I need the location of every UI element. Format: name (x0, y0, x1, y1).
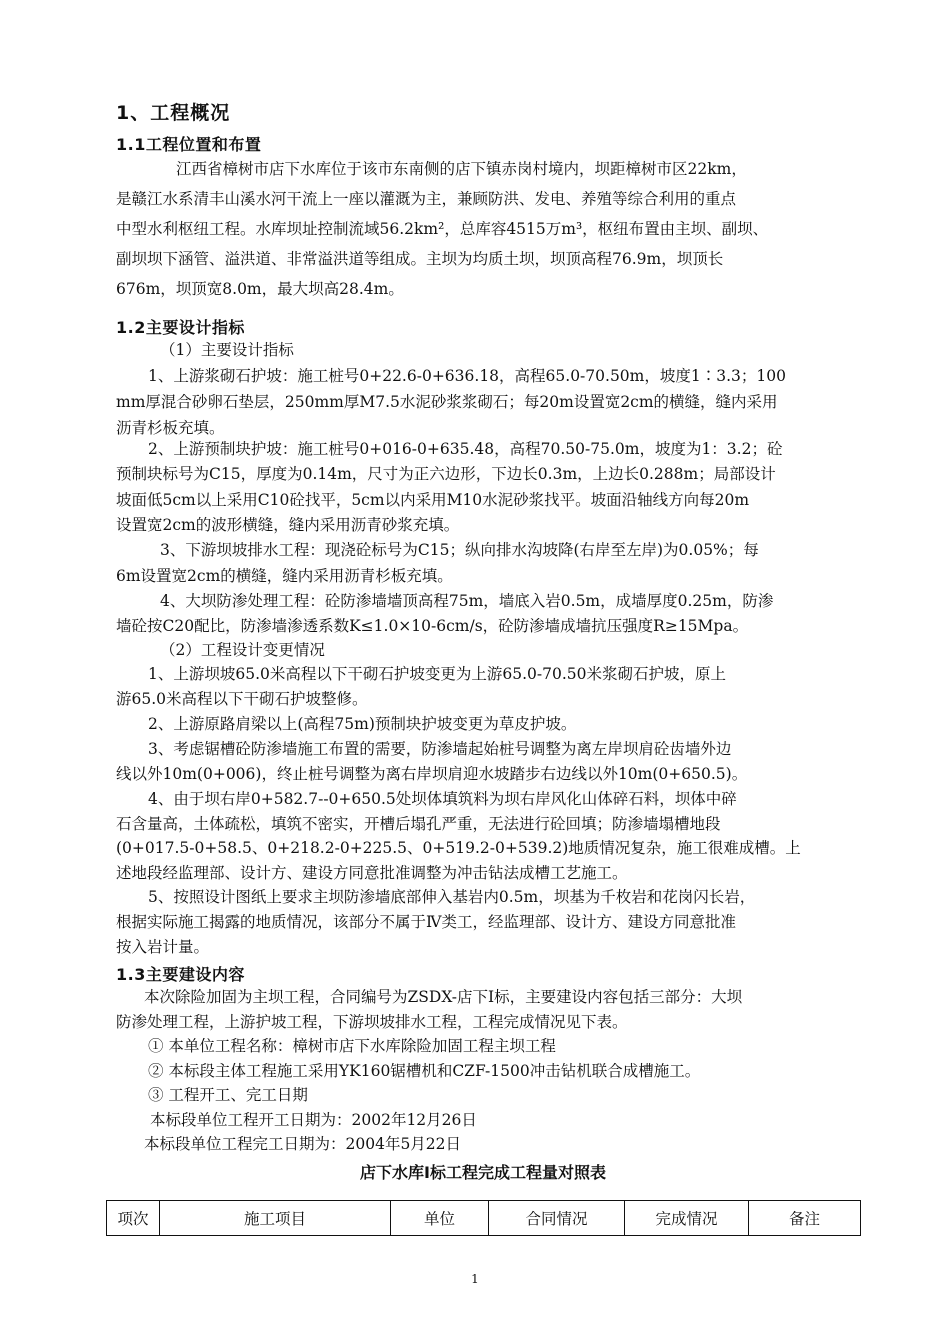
text-line: 设置宽2cm的波形横缝，缝内采用沥青砂浆充填。 (116, 516, 460, 534)
text-line: 墙砼按C20配比，防渗墙渗透系数K≤1.0×10-6cm/s，砼防渗墙成墙抗压强度R≥15Mpa。 (116, 617, 749, 635)
col-header-unit: 单位 (391, 1201, 489, 1236)
subsection-heading-1-1: 1.1工程位置和布置 (116, 135, 262, 154)
subsection-heading-1-3: 1.3主要建设内容 (116, 965, 245, 984)
text-line: 2、上游预制块护坡：施工桩号0+016-0+635.48，高程70.50-75.0m，坡度为1：3.2；砼 (148, 440, 783, 458)
col-header-completion: 完成情况 (625, 1201, 749, 1236)
text-line: (0+017.5-0+58.5、0+218.2-0+225.5、0+519.2-0+539.2)地质情况复杂，施工很难成槽。上 (116, 839, 801, 857)
text-line: 中型水利枢纽工程。水库坝址控制流域56.2km²，总库容4515万m³，枢纽布置由主坝、副坝、 (116, 220, 769, 238)
text-line: mm厚混合砂卵石垫层，250mm厚M7.5水泥砂浆浆砌石；每20m设置宽2cm的横缝，缝内采用 (116, 393, 778, 411)
col-header-construction-item: 施工项目 (160, 1201, 391, 1236)
text-line: 本标段单位工程开工日期为：2002年12月26日 (150, 1111, 477, 1129)
col-header-item-no: 项次 (107, 1201, 160, 1236)
text-line: ③ 工程开工、完工日期 (148, 1086, 308, 1104)
text-line: 按入岩计量。 (116, 938, 210, 956)
text-line: ② 本标段主体工程施工采用YK160锯槽机和CZF-1500冲击钻机联合成槽施工。 (148, 1062, 701, 1080)
page-number: 1 (471, 1272, 479, 1286)
col-header-contract: 合同情况 (489, 1201, 625, 1236)
text-line: 1、上游浆砌石护坡：施工桩号0+22.6-0+636.18，高程65.0-70.50m，坡度1∶3.3；100 (148, 367, 786, 385)
text-line: 6m设置宽2cm的横缝，缝内采用沥青杉板充填。 (116, 567, 453, 585)
text-line: 4、大坝防渗处理工程：砼防渗墙墙顶高程75m，墙底入岩0.5m，成墙厚度0.25m，防渗 (160, 592, 774, 610)
text-line: 根据实际施工揭露的地质情况，该部分不属于Ⅳ类工，经监理部、设计方、建设方同意批准 (116, 913, 736, 931)
text-line: 预制块标号为C15，厚度为0.14m，尺寸为正六边形，下边长0.3m，上边长0.288m；局部设计 (116, 465, 776, 483)
text-line: 沥青杉板充填。 (116, 419, 225, 437)
text-line: 5、按照设计图纸上要求主坝防渗墙底部伸入基岩内0.5m，坝基为千枚岩和花岗闪长岩， (148, 888, 756, 906)
text-line: ① 本单位工程名称：樟树市店下水库除险加固工程主坝工程 (148, 1037, 556, 1055)
section-heading-1: 1、工程概况 (116, 102, 231, 124)
table-header-row (107, 1201, 861, 1236)
text-line: 防渗处理工程，上游护坡工程，下游坝坡排水工程，工程完成情况见下表。 (116, 1013, 628, 1031)
text-line: 4、由于坝右岸0+582.7--0+650.5处坝体填筑料为坝右岸风化山体碎石料，坝体中碎 (148, 790, 737, 808)
text-line: 石含量高，土体疏松，填筑不密实，开槽后塌孔严重，无法进行砼回填；防渗墙塌槽地段 (116, 815, 721, 833)
text-line: 副坝坝下涵管、溢洪道、非常溢洪道等组成。主坝为均质土坝，坝顶高程76.9m，坝顶长 (116, 250, 724, 268)
col-header-remarks: 备注 (749, 1201, 861, 1236)
text-line: 3、考虑锯槽砼防渗墙施工布置的需要，防渗墙起始桩号调整为离左岸坝肩砼齿墙外边 (148, 740, 732, 758)
text-line: 游65.0米高程以下干砌石护坡整修。 (116, 690, 368, 708)
text-line: 676m，坝顶宽8.0m，最大坝高28.4m。 (116, 280, 404, 298)
text-line: 线以外10m(0+006)，终止桩号调整为离右岸坝肩迎水坡踏步右边线以外10m(0+650.5)。 (116, 765, 748, 783)
subsection-heading-1-2: 1.2主要设计指标 (116, 318, 245, 337)
text-line: 是赣江水系清丰山溪水河干流上一座以灌溉为主，兼顾防洪、发电、养殖等综合利用的重点 (116, 190, 737, 208)
text-line: 江西省樟树市店下水库位于该市东南侧的店下镇赤岗村境内，坝距樟树市区22km， (176, 160, 747, 178)
text-line: 本次除险加固为主坝工程，合同编号为ZSDX-店下Ⅰ标，主要建设内容包括三部分：大坝 (144, 988, 743, 1006)
text-line: 2、上游原路肩梁以上(高程75m)预制块护坡变更为草皮护坡。 (148, 715, 577, 733)
text-line: 3、下游坝坡排水工程：现浇砼标号为C15；纵向排水沟坡降(右岸至左岸)为0.05%；每 (160, 541, 759, 559)
text-line: 述地段经监理部、设计方、建设方同意批准调整为冲击钻法成槽工艺施工。 (116, 864, 628, 882)
text-line: （2）工程设计变更情况 (160, 641, 325, 659)
text-line: 1、上游坝坡65.0米高程以下干砌石护坡变更为上游65.0-70.50米浆砌石护坡，原上 (148, 665, 726, 683)
text-line: （1）主要设计指标 (160, 341, 294, 359)
quantity-comparison-table (106, 1200, 861, 1236)
text-line: 坡面低5cm以上采用C10砼找平，5cm以内采用M10水泥砂浆找平。坡面沿轴线方向每20m (116, 491, 750, 509)
table-title: 店下水库Ⅰ标工程完成工程量对照表 (360, 1163, 606, 1182)
text-line: 本标段单位工程完工日期为：2004年5月22日 (144, 1135, 462, 1153)
